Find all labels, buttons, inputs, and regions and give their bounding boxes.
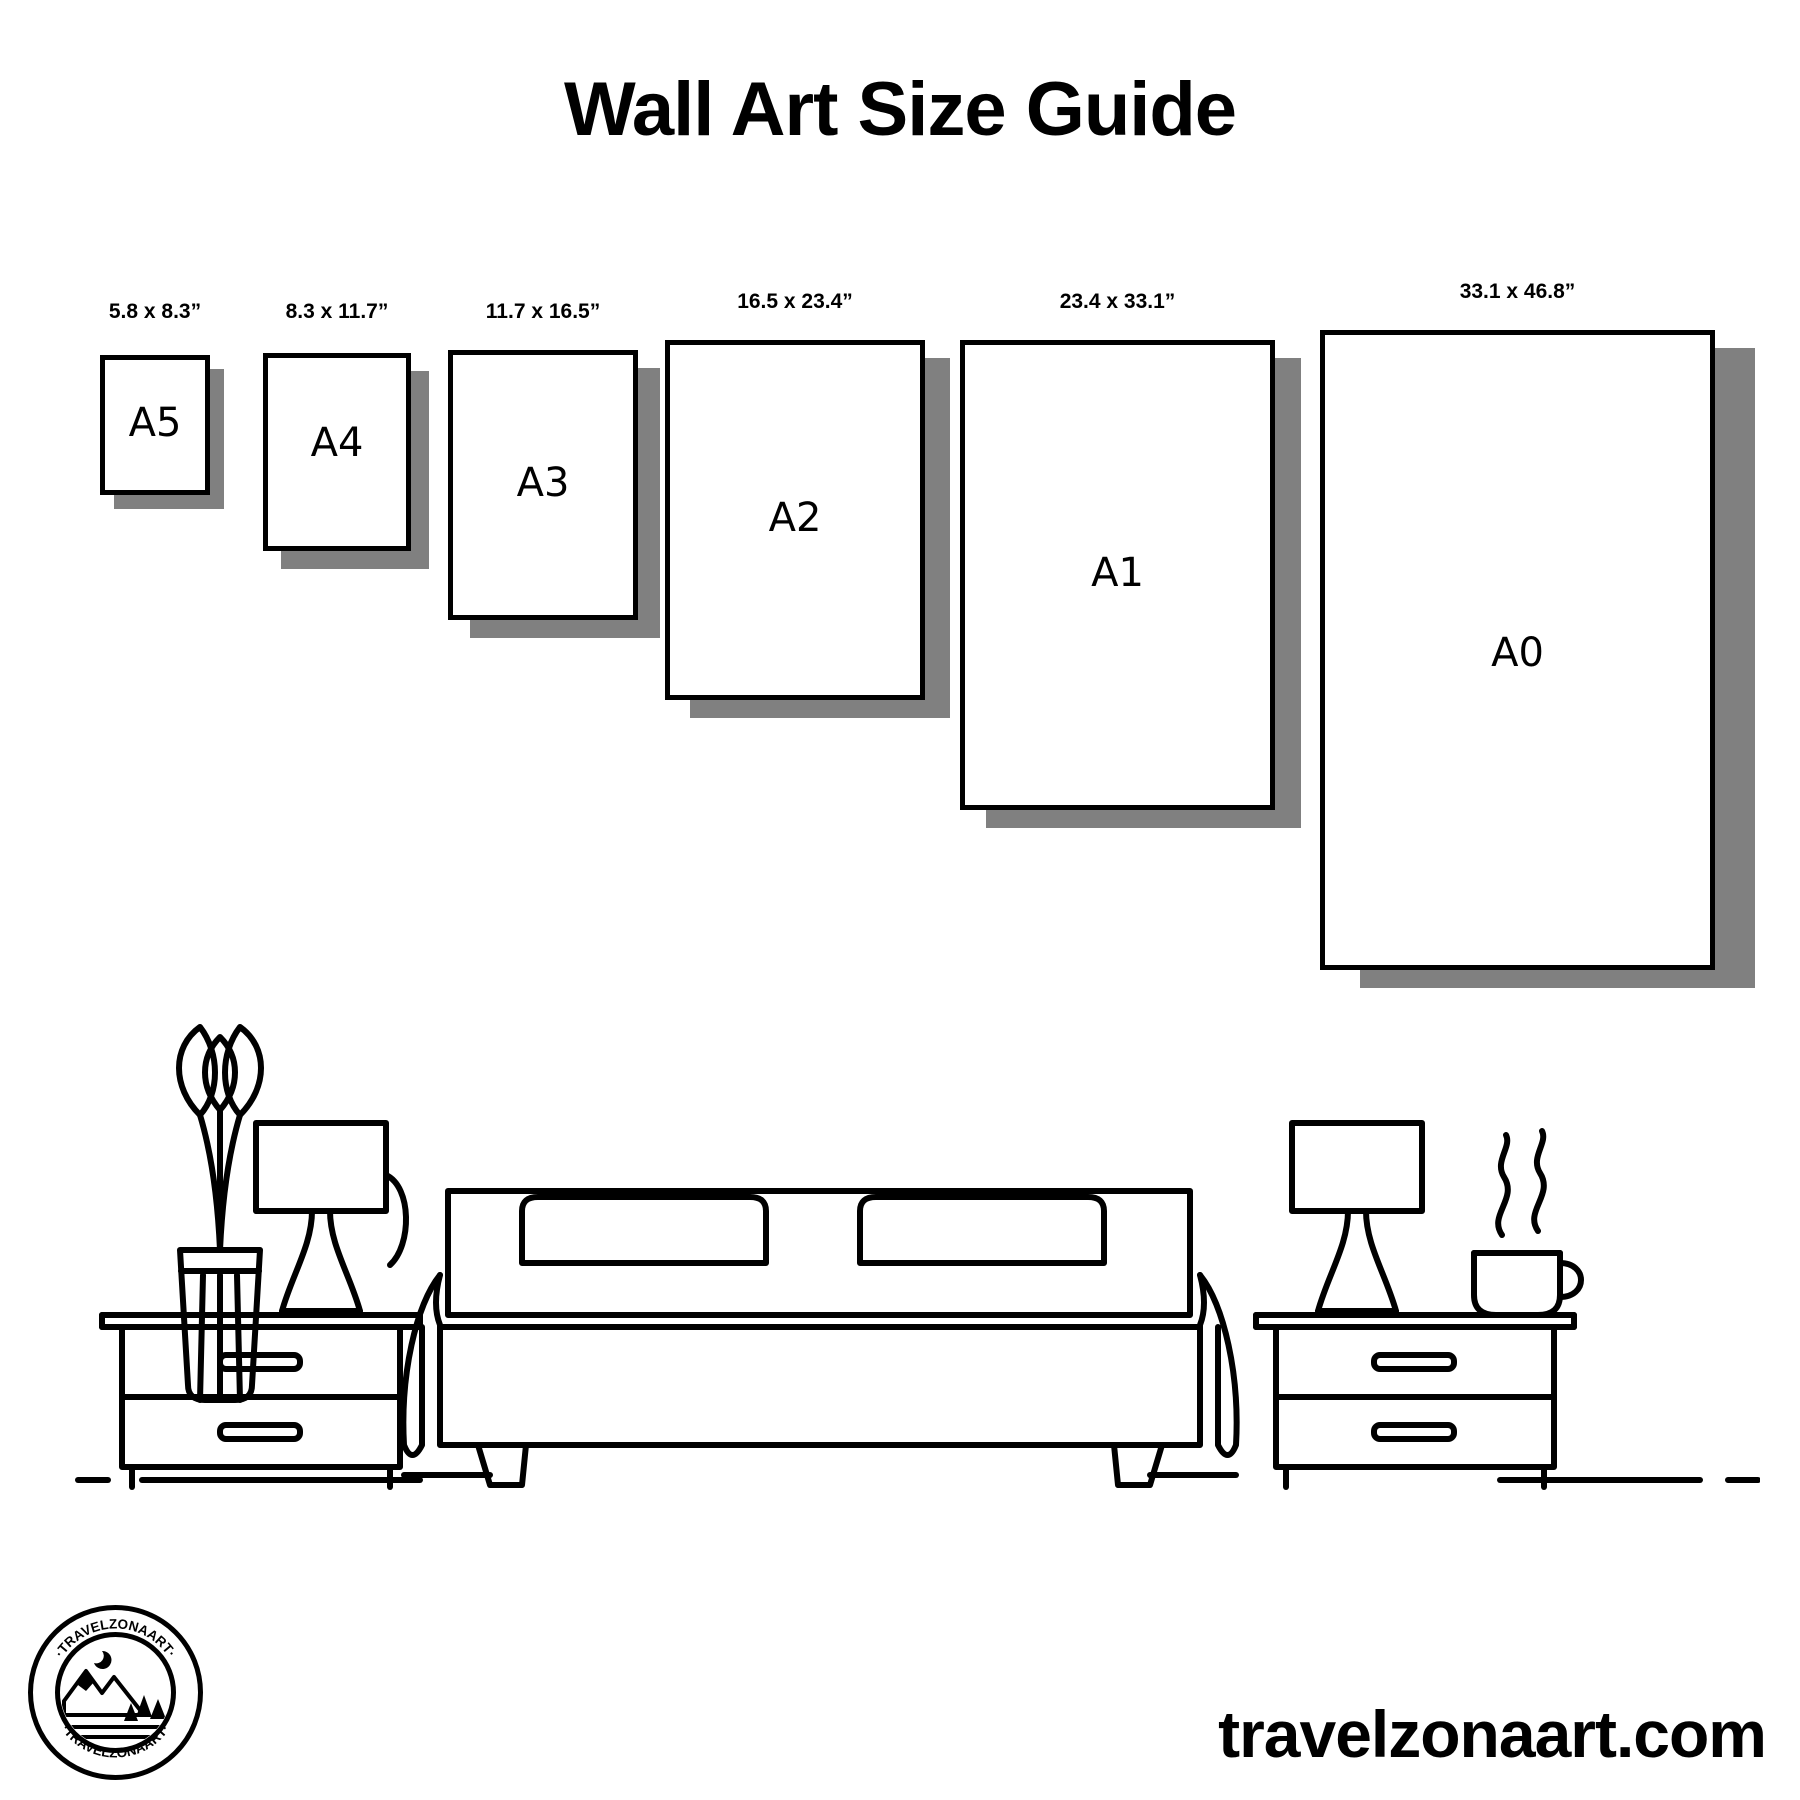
- frame-group-a2: [665, 290, 925, 720]
- frame-label-a4: A4: [310, 420, 364, 466]
- frame-group-a3: [448, 300, 638, 640]
- frame-label-a1: A1: [1091, 550, 1144, 596]
- left-nightstand-icon: [102, 1315, 420, 1487]
- right-table-lamp-icon: [1292, 1123, 1422, 1311]
- frame-group-a5: [100, 300, 210, 500]
- plant-vase-icon: [179, 1027, 261, 1400]
- logo-text-top: ·TRAVELZONAART·: [51, 1616, 180, 1660]
- frame-dimension-a5: 5.8 x 8.3”: [108, 300, 202, 323]
- frame-dimension-a3: 11.7 x 16.5”: [485, 300, 601, 323]
- logo-text-bottom: ·TRAVELZONAART·: [58, 1721, 173, 1761]
- right-nightstand-icon: [1256, 1315, 1574, 1487]
- site-url[interactable]: travelzonaart.com: [1218, 1697, 1766, 1771]
- coffee-cup-icon: [1474, 1131, 1581, 1315]
- frame-label-a5: A5: [128, 400, 182, 446]
- frame-group-a1: [960, 290, 1275, 830]
- frame-label-a0: A0: [1491, 630, 1544, 676]
- left-table-lamp-icon: [256, 1123, 406, 1311]
- page-title: Wall Art Size Guide: [563, 67, 1237, 152]
- brand-logo[interactable]: [28, 1605, 203, 1780]
- bed-icon: [403, 1191, 1236, 1485]
- bedroom-furniture-illustration: [60, 975, 1760, 1535]
- mountain-moon-lake-badge-icon: [64, 1651, 166, 1737]
- frame-group-a4: [263, 300, 411, 560]
- frame-group-a0: [1320, 280, 1715, 1000]
- frame-label-a3: A3: [516, 460, 570, 506]
- frame-dimension-a2: 16.5 x 23.4”: [737, 290, 853, 313]
- frame-label-a2: A2: [768, 495, 822, 541]
- frame-dimension-a0: 33.1 x 46.8”: [1459, 280, 1576, 303]
- frame-dimension-a1: 23.4 x 33.1”: [1059, 290, 1176, 313]
- frame-dimension-a4: 8.3 x 11.7”: [285, 300, 389, 323]
